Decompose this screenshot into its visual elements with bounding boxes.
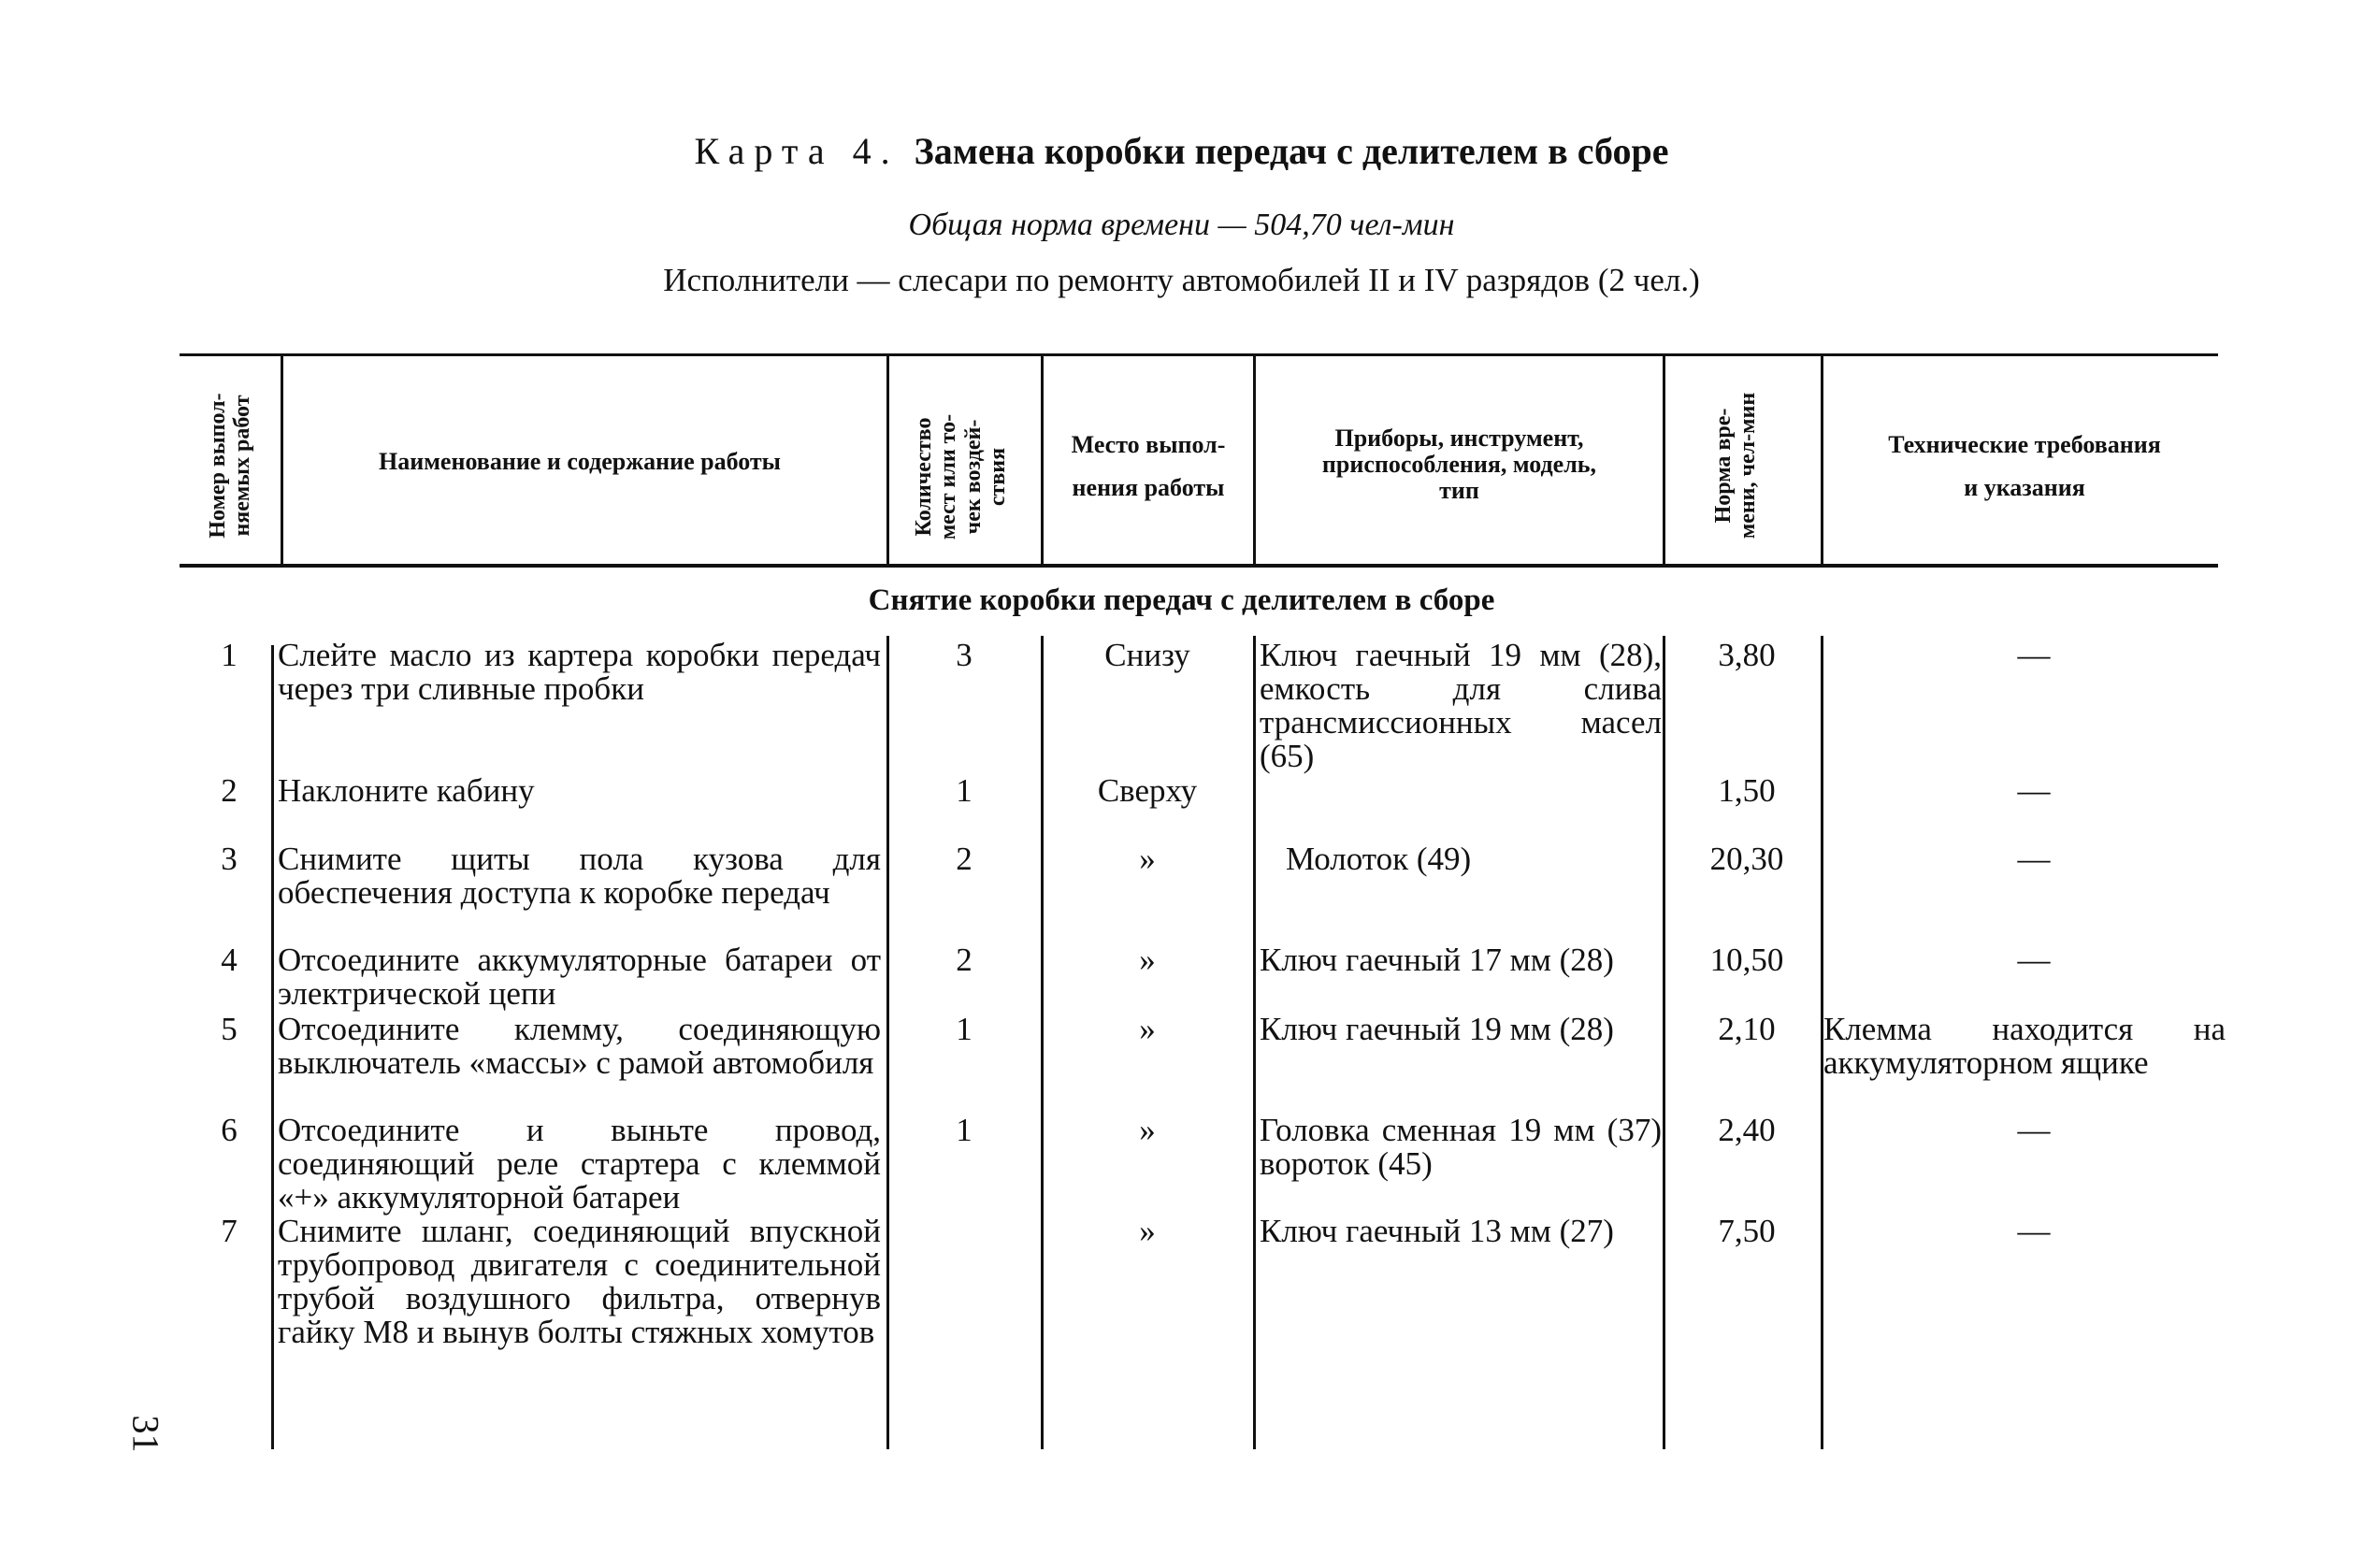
row-7-num: 7 [221, 1213, 238, 1249]
header-divider [886, 355, 889, 564]
row-6-tools: Головка сменная 19 мм (37) вороток (45) [1260, 1112, 1662, 1182]
row-1-num: 1 [221, 637, 238, 673]
row-3-norm: 20,30 [1709, 841, 1784, 877]
row-3-qty: 2 [956, 841, 973, 877]
page-title [0, 129, 2363, 173]
header-work: Наименование и содержание работы [379, 448, 781, 475]
body-divider [271, 645, 274, 1449]
row-5-tools: Ключ гаечный 19 мм (28) [1260, 1011, 1614, 1047]
header-divider [1253, 355, 1256, 564]
body-divider [1663, 636, 1665, 1449]
row-4-qty: 2 [956, 942, 973, 978]
header-divider [1041, 355, 1044, 564]
row-6-norm: 2,40 [1718, 1112, 1776, 1148]
row-6-work: Отсоедините и выньте провод, соединяющий реле стартера с клеммой «+» аккумуляторной батареи [278, 1112, 881, 1216]
title-prefix: Карта 4. [694, 130, 900, 172]
table-top-rule [180, 353, 2218, 356]
row-7-norm: 7,50 [1718, 1213, 1776, 1249]
body-divider [1253, 636, 1256, 1449]
row-6-req: — [2017, 1112, 2051, 1148]
row-5-num: 5 [221, 1011, 238, 1047]
row-5-norm: 2,10 [1718, 1011, 1776, 1047]
header-divider [281, 355, 283, 564]
row-4-num: 4 [221, 942, 238, 978]
body-divider [886, 636, 889, 1449]
body-divider [1041, 636, 1044, 1449]
row-7-work: Снимите шланг, соединяющий впускной трубопровод двигателя с соединительной трубой воздушного фильтра, отвернув гайку М8 и вынув болты стяжных хомутов [278, 1213, 881, 1350]
header-num: Номер выпол- няемых работ [206, 393, 255, 539]
row-2-num: 2 [221, 772, 238, 809]
header-req: Технические требования и указания [1888, 431, 2161, 501]
row-5-req: Клемма находится на аккумуляторном ящике [1823, 1011, 2226, 1081]
header-place: Место выпол- нения работы [1071, 431, 1226, 501]
row-6-num: 6 [221, 1112, 238, 1148]
row-4-req: — [2017, 942, 2051, 978]
row-4-place: » [1139, 942, 1156, 978]
row-2-req: — [2017, 772, 2051, 809]
row-7-req: — [2017, 1213, 2051, 1249]
row-7-tools: Ключ гаечный 13 мм (27) [1260, 1213, 1614, 1249]
row-5-qty: 1 [956, 1011, 973, 1047]
row-5-work: Отсоедините клемму, соединяющую выключатель «массы» с рамой автомобиля [278, 1011, 881, 1081]
row-6-qty: 1 [956, 1112, 973, 1148]
header-divider [1663, 355, 1665, 564]
row-5-place: » [1139, 1011, 1156, 1047]
row-2-place: Сверху [1097, 772, 1198, 809]
row-3-req: — [2017, 841, 2051, 877]
row-1-qty: 3 [956, 637, 973, 673]
row-3-place: » [1139, 841, 1156, 877]
performers-line: Исполнители — слесари по ремонту автомобилей II и IV разрядов (2 чел.) [663, 262, 1700, 298]
row-3-num: 3 [221, 841, 238, 877]
page-number: 31 [124, 1415, 167, 1453]
header-qty: Количество мест или то- чек воздей- ствия [912, 413, 1011, 540]
header-divider [1821, 355, 1823, 564]
title-main: Замена коробки передач с делителем в сборе [914, 130, 1669, 172]
row-2-work: Наклоните кабину [278, 772, 535, 809]
row-1-req: — [2017, 637, 2051, 673]
row-2-norm: 1,50 [1718, 772, 1776, 809]
row-6-place: » [1139, 1112, 1156, 1148]
row-1-norm: 3,80 [1718, 637, 1776, 673]
row-1-tools: Ключ гаечный 19 мм (28), емкость для слива трансмиссионных масел (65) [1260, 637, 1662, 774]
row-4-tools: Ключ гаечный 17 мм (28) [1260, 942, 1614, 978]
header-bottom-rule [180, 564, 2218, 568]
row-7-place: » [1139, 1213, 1156, 1249]
row-1-work: Слейте масло из картера коробки передач через три сливные пробки [278, 637, 881, 707]
row-2-qty: 1 [956, 772, 973, 809]
row-4-norm: 10,50 [1709, 942, 1784, 978]
header-tools: Приборы, инструмент, приспособления, модель, тип [1321, 424, 1597, 505]
row-3-tools: Молоток (49) [1286, 841, 1472, 877]
row-1-place: Снизу [1104, 637, 1190, 673]
row-3-work: Снимите щиты пола кузова для обеспечения доступа к коробке передач [278, 841, 881, 911]
time-norm-subtitle: Общая норма времени — 504,70 чел-мин [908, 208, 1455, 242]
header-norm: Норма вре- мени, чел-мин [1711, 392, 1761, 539]
section-heading: Снятие коробки передач с делителем в сборе [868, 583, 1495, 617]
row-4-work: Отсоедините аккумуляторные батареи от электрической цепи [278, 942, 881, 1012]
